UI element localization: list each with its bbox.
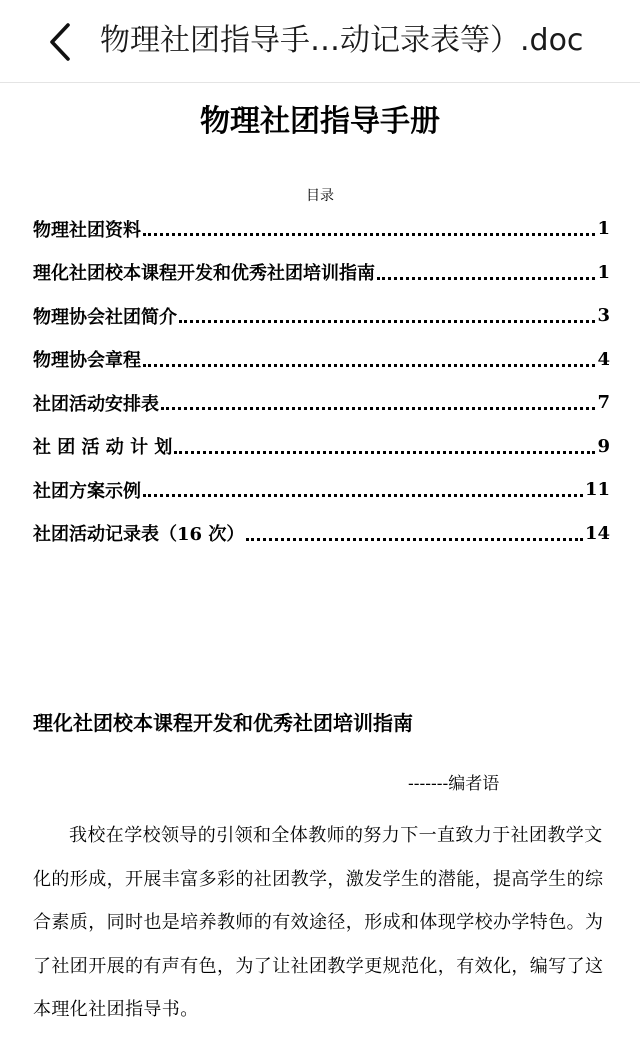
toc-entry-page: 3 (597, 305, 610, 327)
toc-entry[interactable] (33, 425, 610, 469)
toc-entry-page: 1 (597, 261, 610, 283)
toc-leader-dots (174, 451, 595, 454)
toc-entry[interactable] (33, 207, 610, 251)
editor-note: -------编者语 (408, 774, 500, 794)
toc-entry-label: 社团活动记录表（16 次） (33, 524, 245, 546)
toc-entry-label: 社团方案示例 (33, 480, 141, 502)
toc-entry-page: 1 (597, 218, 610, 240)
toc-entry-page: 11 (584, 479, 610, 501)
toc-entry-page: 7 (597, 392, 610, 414)
top-bar (0, 0, 640, 83)
toc-leader-dots (143, 233, 595, 236)
document-filename: 物理社团指导手…动记录表等）.doc (100, 23, 584, 58)
toc-entry[interactable] (33, 338, 610, 382)
toc-entry-page: 14 (584, 522, 610, 544)
toc-entry-label: 理化社团校本课程开发和优秀社团培训指南 (33, 263, 375, 285)
toc-leader-dots (143, 364, 595, 367)
toc-entry-label: 物理社团资料 (33, 219, 141, 241)
toc-leader-dots (246, 538, 583, 541)
toc-leader-dots (377, 277, 595, 280)
toc-leader-dots (143, 494, 583, 497)
document-title: 物理社团指导手册 (200, 104, 440, 139)
chevron-left-icon (46, 22, 74, 62)
toc-entry[interactable] (33, 512, 610, 556)
toc-entry[interactable] (33, 468, 610, 512)
toc-entry-label: 物理协会章程 (33, 350, 141, 372)
toc-entry-label: 社 团 活 动 计 划 (33, 437, 173, 459)
body-paragraph: 我校在学校领导的引领和全体教师的努力下一直致力于社团教学文化的形成，开展丰富多彩的社团教学，激发学生的潜能，提高学生的综合素质，同时也是培养教师的有效途径，形成和体现学校办学特色。为了社团开展的有声有色，为了让社团教学更规范化，有效化，编写了这本理化社团指导书。 (33, 825, 604, 1020)
toc-leader-dots (179, 320, 595, 323)
toc-entry[interactable] (33, 381, 610, 425)
toc-entry[interactable] (33, 294, 610, 338)
toc-entry-page: 4 (597, 348, 610, 370)
back-button[interactable] (38, 20, 82, 64)
table-of-contents (33, 207, 610, 555)
toc-heading: 目录 (306, 188, 334, 204)
section-heading: 理化社团校本课程开发和优秀社团培训指南 (33, 711, 413, 735)
toc-entry[interactable] (33, 251, 610, 295)
toc-entry-label: 物理协会社团简介 (33, 306, 177, 328)
toc-entry-page: 9 (597, 435, 610, 457)
toc-leader-dots (161, 407, 595, 410)
toc-entry-label: 社团活动安排表 (33, 393, 159, 415)
